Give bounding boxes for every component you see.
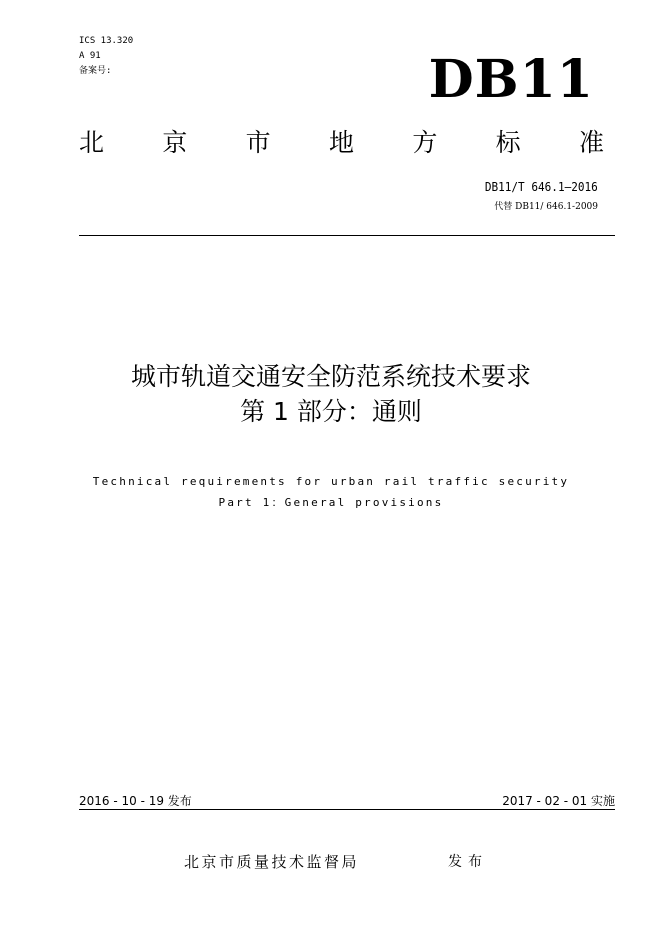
ccs-code: A 91 [79, 51, 101, 61]
issue-date: 2016 - 10 - 19 发布 [79, 794, 192, 808]
standard-type-heading [79, 127, 604, 159]
title-chinese-line2: 第 1 部分：通则 [240, 397, 422, 426]
standard-type-char: 准 [578, 128, 604, 157]
ics-code: ICS 13.320 [79, 36, 134, 46]
title-english-line2: Part 1：General provisions [218, 496, 444, 509]
standard-type-char: 京 [162, 128, 188, 157]
standard-type-char: 市 [245, 128, 271, 157]
db11-logo: DB11 [428, 49, 594, 110]
record-number-label: 备案号: [79, 66, 112, 76]
footer-divider [79, 809, 615, 810]
standard-type-char: 标 [495, 128, 521, 157]
issuing-authority: 北京市质量技术监督局 [184, 853, 360, 871]
issue-label: 发布 [448, 854, 488, 870]
standard-number: DB11/T 646.1—2016 [484, 180, 598, 194]
title-english-line1: Technical requirements for urban rail traffic security [92, 475, 570, 488]
header-divider [79, 235, 615, 236]
standard-codes [79, 34, 133, 79]
title-chinese-line1: 城市轨道交通安全防范系统技术要求 [130, 362, 531, 391]
standard-type-char: 方 [412, 128, 438, 157]
implementation-date: 2017 - 02 - 01 实施 [502, 794, 615, 808]
standard-type-char: 北 [79, 128, 105, 157]
standard-type-char: 地 [328, 128, 354, 157]
replaces-standard: 代替 DB11/ 646.1-2009 [494, 202, 598, 212]
